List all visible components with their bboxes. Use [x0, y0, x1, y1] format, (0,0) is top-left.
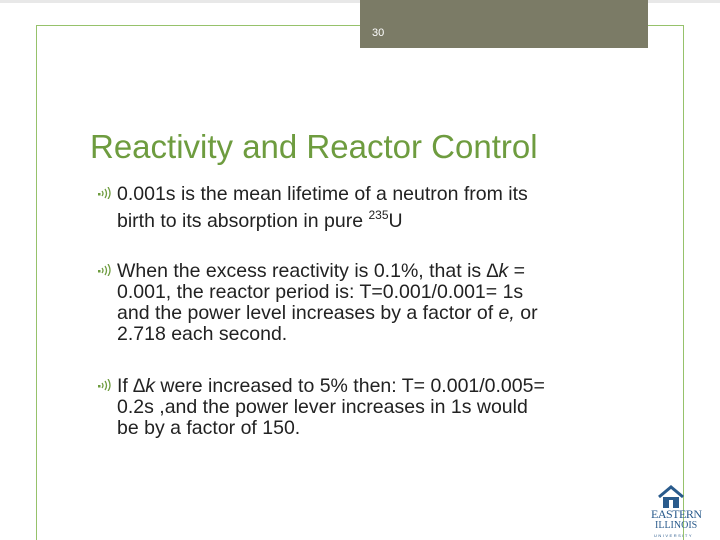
bullet-1-line-1: 0.001s is the mean lifetime of a neutron from its: [117, 183, 528, 205]
bullet-signal-icon: [98, 264, 114, 276]
bullet-3-line-3: be by a factor of 150.: [117, 417, 301, 439]
delta-k: ∆k: [133, 375, 155, 397]
bullet-2-line-1c: =: [508, 260, 526, 282]
bullet-3: [98, 376, 618, 439]
slide-number-box: [360, 0, 648, 48]
bullet-3-line-1c: were increased to 5% then: T= 0.001/0.005=: [154, 375, 545, 397]
isotope-mass-number: 235: [368, 208, 389, 222]
slide-number: 30: [372, 27, 385, 39]
isotope-symbol: U: [388, 210, 403, 232]
bullet-2: [98, 261, 618, 345]
bullet-2-line-3c: or: [514, 302, 538, 324]
bullet-3-line-1a: If: [117, 375, 134, 397]
slide-title: Reactivity and Reactor Control: [90, 128, 538, 165]
bullet-3-line-2: 0.2s ,and the power lever increases in 1s would: [117, 396, 528, 418]
logo-line-1: EASTERN: [651, 507, 702, 521]
bullet-1-line-2: birth to its absorption in pure: [117, 210, 369, 232]
bullet-signal-icon: [98, 379, 114, 391]
bullet-signal-icon: [98, 187, 114, 199]
bullet-2-line-1a: When the excess reactivity is 0.1%, that is: [117, 260, 487, 282]
logo-line-2: ILLINOIS: [655, 520, 698, 531]
logo-line-3: UNIVERSITY: [654, 533, 694, 538]
bullet-2-line-4: 2.718 each second.: [117, 323, 288, 345]
bullet-1: [98, 184, 618, 232]
house-logo-icon: [657, 485, 685, 509]
university-logo: [648, 483, 710, 540]
euler-e: e,: [498, 302, 515, 324]
delta-k: ∆k: [486, 260, 509, 282]
bullet-2-line-2: 0.001, the reactor period is: T=0.001/0.001= 1s: [117, 281, 524, 303]
bullet-2-line-3a: and the power level increases by a factor of: [117, 302, 499, 324]
